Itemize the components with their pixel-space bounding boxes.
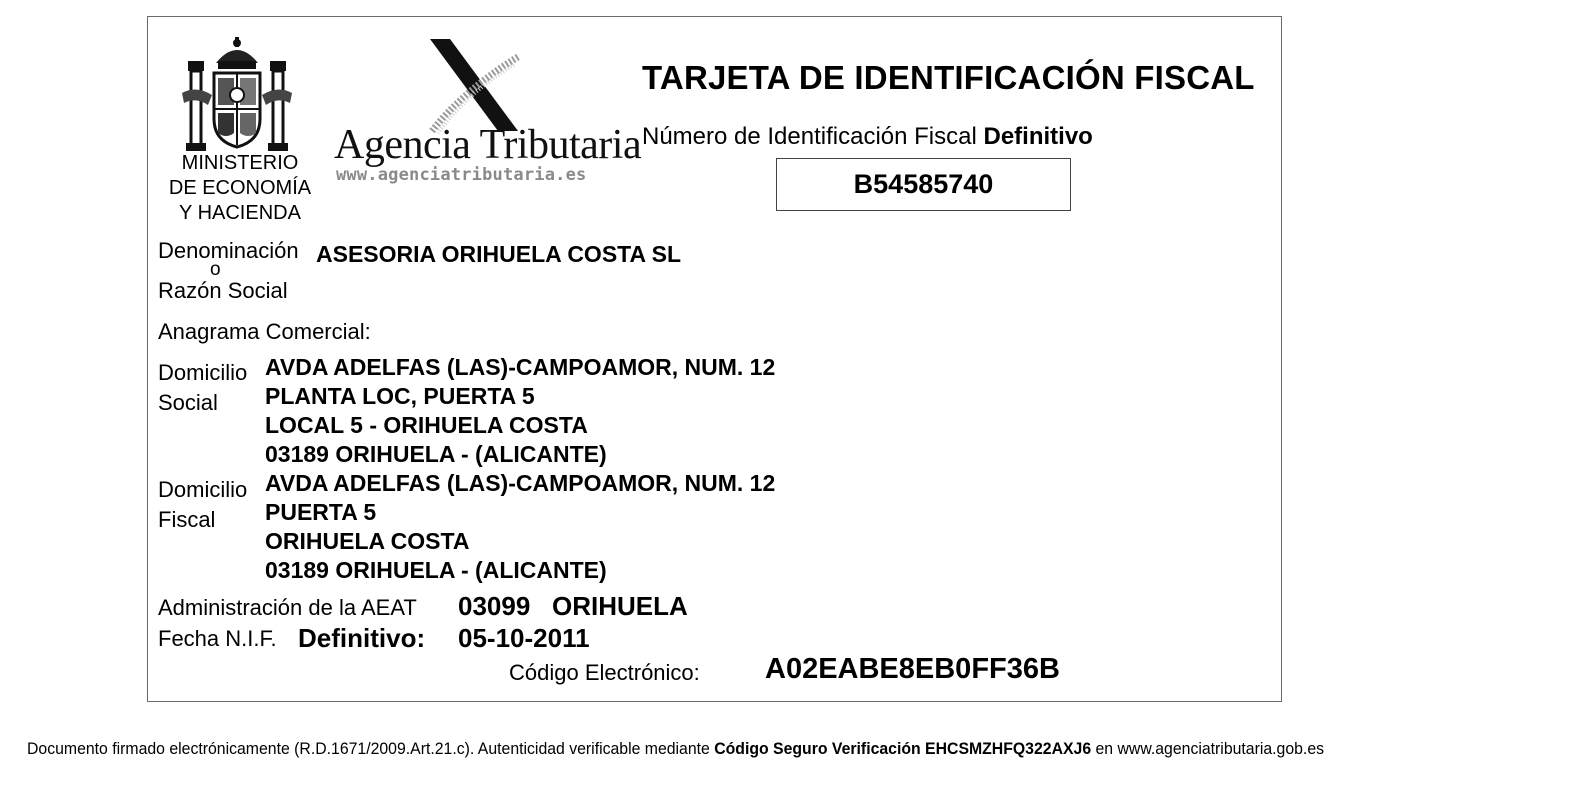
fecha-status: Definitivo: [298, 623, 426, 653]
nif-value: B54585740 [776, 158, 1071, 211]
nif-label: Número de Identificación Fiscal [642, 123, 977, 150]
nif-label-line [642, 123, 1093, 151]
tax-id-card [147, 16, 1282, 702]
verification-footer [27, 739, 1324, 759]
domicilio-fiscal-address: AVDA ADELFAS (LAS)-CAMPOAMOR, NUM. 12 PUERTA 5 ORIHUELA COSTA 03189 ORIHUELA - (ALICANTE) [265, 470, 776, 583]
domicilio-fiscal-label: Domicilio Fiscal [158, 477, 248, 532]
agency-url: www.agenciatributaria.es [336, 165, 587, 185]
administracion-name: ORIHUELA [552, 591, 688, 621]
agency-name: Agencia Tributaria [334, 122, 642, 168]
domicilio-social-address: AVDA ADELFAS (LAS)-CAMPOAMOR, NUM. 12 PLANTA LOC, PUERTA 5 LOCAL 5 - ORIHUELA COSTA 03189 ORIHUELA - (ALICANTE) [265, 354, 776, 467]
administracion-code: 03099 [458, 591, 531, 621]
footer-csv: Código Seguro Verificación EHCSMZHFQ322AXJ6 [714, 739, 1092, 758]
nif-status: Definitivo [983, 123, 1093, 150]
codigo-electronico-value: A02EABE8EB0FF36B [765, 653, 1060, 685]
ministry-name: MINISTERIO DE ECONOMÍA Y HACIENDA [168, 152, 312, 224]
anagrama-label: Anagrama Comercial: [158, 319, 371, 344]
denominacion-label: Denominación o Razón Social [158, 238, 299, 303]
administracion-label: Administración de la AEAT [158, 595, 417, 620]
coat-of-arms-icon [178, 33, 296, 157]
footer-text-after: en www.agenciatributaria.gob.es [1091, 739, 1325, 758]
domicilio-social-label: Domicilio Social [158, 360, 248, 415]
card-title: TARJETA DE IDENTIFICACIÓN FISCAL [642, 59, 1255, 96]
codigo-electronico-label: Código Electrónico: [509, 660, 700, 685]
fecha-label: Fecha N.I.F. [158, 626, 277, 651]
denominacion-value: ASESORIA ORIHUELA COSTA SL [316, 241, 682, 267]
fecha-date: 05-10-2011 [458, 623, 590, 653]
footer-text-before: Documento firmado electrónicamente (R.D.1671/2009.Art.21.c). Autenticidad verificable mediante [27, 739, 715, 758]
